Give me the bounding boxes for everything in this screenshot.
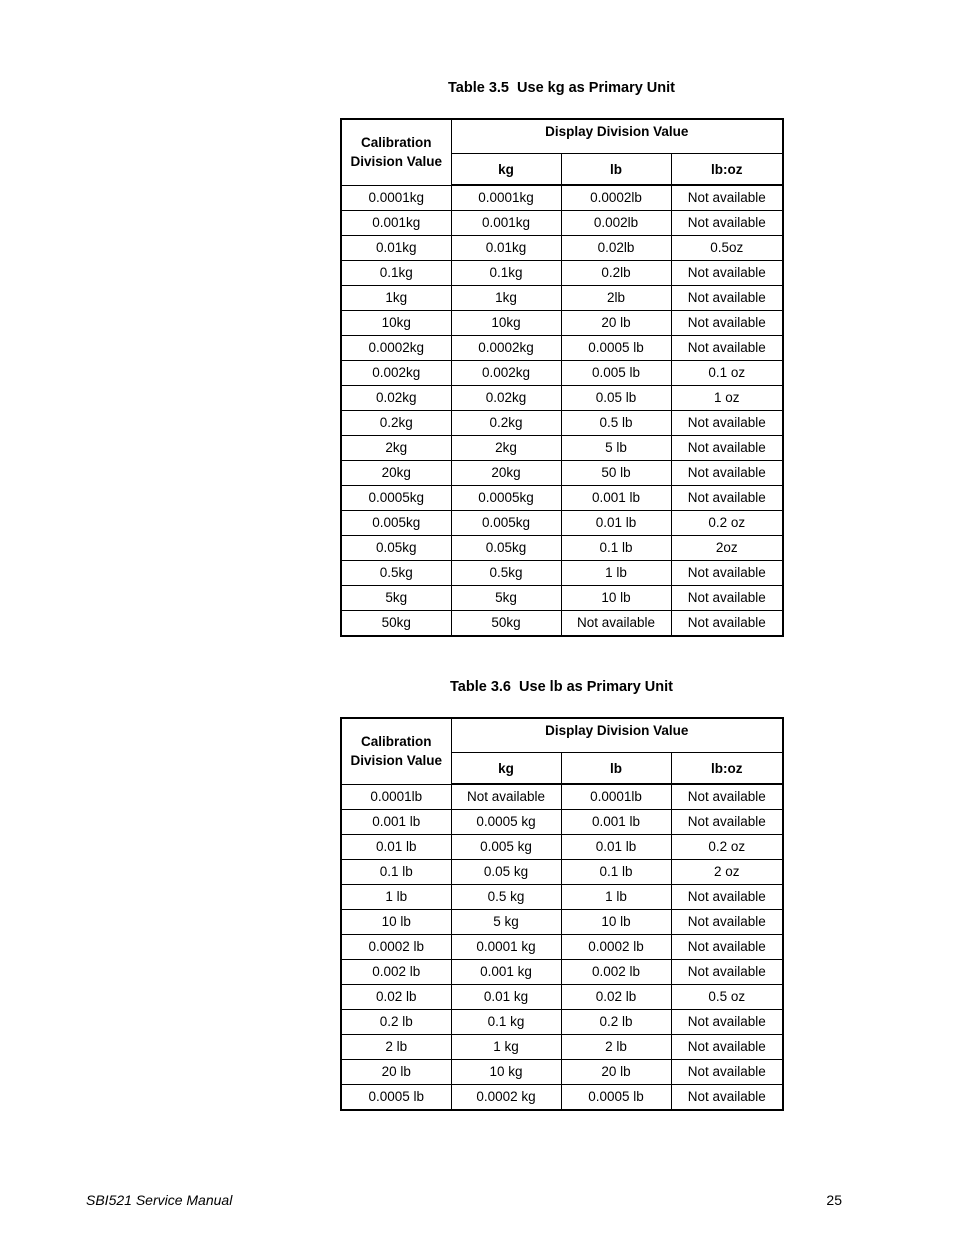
- table-cell: 0.2 lb: [341, 1010, 451, 1035]
- table-row: [341, 361, 783, 386]
- table-cell: 20 lb: [561, 1060, 671, 1085]
- table-cell: 50 lb: [561, 461, 671, 486]
- unit-header-lboz: lb:oz: [671, 154, 783, 186]
- table-cell: 0.2kg: [451, 411, 561, 436]
- table-cell: Not available: [671, 784, 783, 810]
- table-cell: 0.0002 kg: [451, 1085, 561, 1111]
- table-cell: 0.0001lb: [561, 784, 671, 810]
- table-cell: 20 lb: [341, 1060, 451, 1085]
- table-cell: 0.0005kg: [341, 486, 451, 511]
- table-cell: 0.002 lb: [561, 960, 671, 985]
- table-caption: Table 3.5 Use kg as Primary Unit: [448, 80, 675, 96]
- table-cell: 0.01 lb: [341, 835, 451, 860]
- table-cell: 0.0002 lb: [561, 935, 671, 960]
- table-cell: 10kg: [451, 311, 561, 336]
- table-cell: 0.001kg: [341, 211, 451, 236]
- table-row: [341, 461, 783, 486]
- table-row: [341, 561, 783, 586]
- table-cell: Not available: [671, 935, 783, 960]
- table-cell: 0.0005 lb: [341, 1085, 451, 1111]
- calibration-division-header: [341, 119, 451, 185]
- table-cell: Not available: [671, 411, 783, 436]
- table-cell: 0.05 kg: [451, 860, 561, 885]
- table-cell: 2oz: [671, 536, 783, 561]
- table-cell: Not available: [671, 486, 783, 511]
- table-row: [341, 611, 783, 637]
- table-row: [341, 261, 783, 286]
- table-cell: 0.2 lb: [561, 1010, 671, 1035]
- lb-primary-unit-table: [340, 717, 784, 1111]
- unit-header-lboz: lb:oz: [671, 753, 783, 785]
- unit-header-kg: kg: [451, 154, 561, 186]
- table-cell: 0.01kg: [451, 236, 561, 261]
- table-cell: 2kg: [451, 436, 561, 461]
- table-cell: Not available: [671, 910, 783, 935]
- table-cell: 0.01 kg: [451, 985, 561, 1010]
- table-cell: 0.0005 lb: [561, 1085, 671, 1111]
- table-cell: 0.1 lb: [561, 536, 671, 561]
- table-cell: 0.005kg: [451, 511, 561, 536]
- table-row: [341, 810, 783, 835]
- table-cell: 0.0005kg: [451, 486, 561, 511]
- table-cell: 0.02lb: [561, 236, 671, 261]
- table-row: [341, 885, 783, 910]
- table-row: [341, 311, 783, 336]
- table-cell: 10 lb: [561, 586, 671, 611]
- table-cell: 0.1 oz: [671, 361, 783, 386]
- table-row: [341, 935, 783, 960]
- table-body: [341, 185, 783, 636]
- table-cell: 2lb: [561, 286, 671, 311]
- table-cell: 0.02kg: [451, 386, 561, 411]
- table-cell: 10 lb: [561, 910, 671, 935]
- table-cell: Not available: [561, 611, 671, 637]
- table-row: [341, 211, 783, 236]
- table-row: [341, 511, 783, 536]
- table-cell: Not available: [671, 185, 783, 211]
- table-cell: 0.005kg: [341, 511, 451, 536]
- table-cell: 20kg: [341, 461, 451, 486]
- table-cell: Not available: [671, 960, 783, 985]
- table-cell: Not available: [671, 461, 783, 486]
- table-cell: 0.001 lb: [341, 810, 451, 835]
- table-cell: 0.05kg: [341, 536, 451, 561]
- table-cell: 0.002kg: [451, 361, 561, 386]
- table-row: [341, 185, 783, 211]
- table-row: [341, 536, 783, 561]
- table-cell: 10kg: [341, 311, 451, 336]
- table-cell: 2 lb: [561, 1035, 671, 1060]
- table-cell: 0.0002 lb: [341, 935, 451, 960]
- table-row: [341, 386, 783, 411]
- table-cell: Not available: [671, 1010, 783, 1035]
- table-cell: 0.2lb: [561, 261, 671, 286]
- table-cell: 0.02 lb: [341, 985, 451, 1010]
- table-cell: 0.02 lb: [561, 985, 671, 1010]
- unit-header-lb: lb: [561, 154, 671, 186]
- table-cell: 0.01 lb: [561, 835, 671, 860]
- unit-header-lb: lb: [561, 753, 671, 785]
- table-cell: Not available: [671, 1060, 783, 1085]
- table-cell: 0.5oz: [671, 236, 783, 261]
- table-cell: 10 lb: [341, 910, 451, 935]
- table-cell: 50kg: [451, 611, 561, 637]
- calibration-division-header: [341, 718, 451, 784]
- footer-page-number: 25: [826, 1192, 842, 1208]
- table-cell: Not available: [671, 561, 783, 586]
- table-cell: Not available: [671, 286, 783, 311]
- table-body: [341, 784, 783, 1110]
- table-row: [341, 910, 783, 935]
- table-cell: 0.0001kg: [451, 185, 561, 211]
- table-cell: 0.05kg: [451, 536, 561, 561]
- table-cell: 1 lb: [561, 885, 671, 910]
- table-cell: 0.02kg: [341, 386, 451, 411]
- table-cell: 0.1 lb: [341, 860, 451, 885]
- table-cell: 1 oz: [671, 386, 783, 411]
- table-cell: 0.1 lb: [561, 860, 671, 885]
- table-row: [341, 336, 783, 361]
- table-row: [341, 1060, 783, 1085]
- table-cell: 0.5kg: [451, 561, 561, 586]
- table-cell: 0.005 lb: [561, 361, 671, 386]
- table-row: [341, 985, 783, 1010]
- display-division-header: Display Division Value: [451, 119, 783, 154]
- table-cell: Not available: [671, 810, 783, 835]
- table-row: [341, 835, 783, 860]
- table-cell: 0.0001kg: [341, 185, 451, 211]
- table-cell: 10 kg: [451, 1060, 561, 1085]
- header-line: Division Value: [350, 154, 443, 170]
- table-cell: Not available: [671, 336, 783, 361]
- table-cell: 0.005 kg: [451, 835, 561, 860]
- table-cell: 20 lb: [561, 311, 671, 336]
- table-cell: Not available: [671, 311, 783, 336]
- table-cell: Not available: [671, 885, 783, 910]
- table-cell: 0.0002kg: [341, 336, 451, 361]
- table-cell: 0.2 oz: [671, 835, 783, 860]
- table-cell: Not available: [671, 436, 783, 461]
- table-cell: 1kg: [451, 286, 561, 311]
- table-cell: 0.001kg: [451, 211, 561, 236]
- table-cell: 0.5 lb: [561, 411, 671, 436]
- header-line: Calibration: [360, 734, 432, 750]
- table-cell: Not available: [671, 586, 783, 611]
- table-cell: 0.2kg: [341, 411, 451, 436]
- table-cell: 0.5 oz: [671, 985, 783, 1010]
- table-cell: 50kg: [341, 611, 451, 637]
- table-cell: 0.05 lb: [561, 386, 671, 411]
- unit-header-kg: kg: [451, 753, 561, 785]
- table-cell: Not available: [671, 211, 783, 236]
- display-division-header: Display Division Value: [451, 718, 783, 753]
- table-cell: 1 lb: [561, 561, 671, 586]
- table-cell: 0.1kg: [341, 261, 451, 286]
- header-line: Calibration: [360, 135, 432, 151]
- table-cell: 0.0001lb: [341, 784, 451, 810]
- kg-primary-unit-table: [340, 118, 784, 637]
- table-cell: 1 kg: [451, 1035, 561, 1060]
- table-row: [341, 784, 783, 810]
- table-cell: 0.001 lb: [561, 810, 671, 835]
- table-cell: 0.0001 kg: [451, 935, 561, 960]
- table-row: [341, 1035, 783, 1060]
- table-cell: 0.0005 lb: [561, 336, 671, 361]
- table-cell: Not available: [671, 1085, 783, 1111]
- table-cell: 2kg: [341, 436, 451, 461]
- table-cell: 5kg: [341, 586, 451, 611]
- table-row: [341, 860, 783, 885]
- footer-manual-title: SBI521 Service Manual: [86, 1192, 233, 1208]
- table-cell: 2 oz: [671, 860, 783, 885]
- table-cell: 0.5 kg: [451, 885, 561, 910]
- table-row: [341, 960, 783, 985]
- table-row: [341, 486, 783, 511]
- header-line: Division Value: [350, 753, 443, 769]
- table-cell: 1 lb: [341, 885, 451, 910]
- table-cell: 5kg: [451, 586, 561, 611]
- table-cell: Not available: [451, 784, 561, 810]
- table-cell: 0.01 lb: [561, 511, 671, 536]
- table-cell: 5 kg: [451, 910, 561, 935]
- table-cell: 2 lb: [341, 1035, 451, 1060]
- table-cell: 0.2 oz: [671, 511, 783, 536]
- table-cell: 5 lb: [561, 436, 671, 461]
- table-cell: 0.1kg: [451, 261, 561, 286]
- table-cell: 1kg: [341, 286, 451, 311]
- table-cell: 0.001 kg: [451, 960, 561, 985]
- table-cell: 20kg: [451, 461, 561, 486]
- table-cell: 0.0005 kg: [451, 810, 561, 835]
- table-cell: Not available: [671, 1035, 783, 1060]
- table-cell: 0.1 kg: [451, 1010, 561, 1035]
- table-cell: 0.001 lb: [561, 486, 671, 511]
- table-caption: Table 3.6 Use lb as Primary Unit: [450, 679, 673, 695]
- table-row: [341, 436, 783, 461]
- table-row: [341, 1085, 783, 1111]
- table-cell: Not available: [671, 261, 783, 286]
- table-cell: 0.5kg: [341, 561, 451, 586]
- table-row: [341, 1010, 783, 1035]
- table-cell: 0.002 lb: [341, 960, 451, 985]
- table-cell: 0.0002lb: [561, 185, 671, 211]
- table-cell: Not available: [671, 611, 783, 637]
- table-cell: 0.0002kg: [451, 336, 561, 361]
- table-cell: 0.01kg: [341, 236, 451, 261]
- table-cell: 0.002kg: [341, 361, 451, 386]
- table-row: [341, 586, 783, 611]
- table-row: [341, 411, 783, 436]
- table-row: [341, 236, 783, 261]
- table-cell: 0.002lb: [561, 211, 671, 236]
- table-row: [341, 286, 783, 311]
